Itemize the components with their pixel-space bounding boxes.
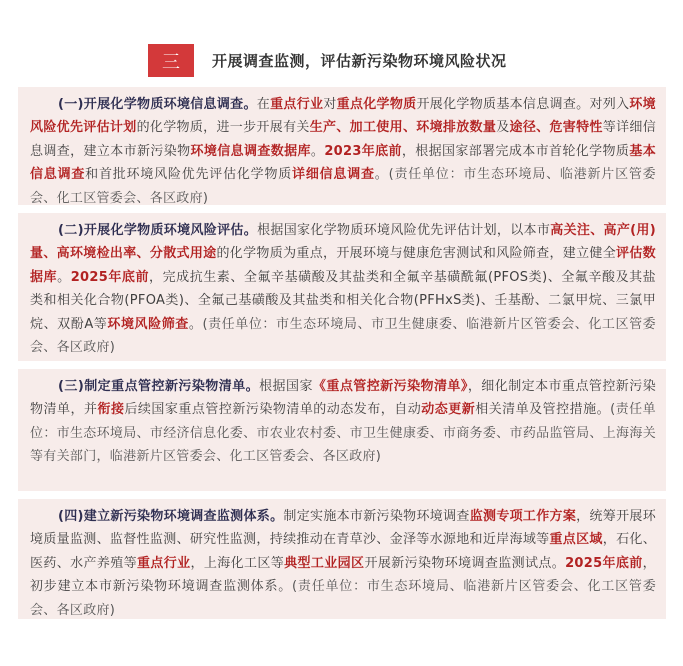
responsible-units: (责任单位：市生态环境局、临港新片区管委会、化工区管委会、各区政府) (30, 579, 657, 618)
text-segment: 的化学物质，进一步开展有关 (136, 120, 310, 136)
text-segment: ，细化制定本市重点管控新污染物清单，并 (30, 379, 657, 418)
highlight-text: 重点区域 (549, 532, 603, 548)
measure-card-3 (18, 369, 666, 491)
text-segment: 。 (374, 167, 389, 183)
text-segment: 的化学物质为重点，开展环境与健康危害测试和风险筛查，建立健全 (216, 246, 617, 262)
section-header (148, 44, 507, 77)
highlight-text: 2025年底前 (70, 269, 150, 285)
text-segment: 制定实施本市新污染物环境调查 (283, 509, 470, 524)
measure-heading: (四)建立新污染物环境调查监测体系。 (58, 509, 284, 524)
highlight-text: 环境信息调查数据库 (190, 143, 311, 159)
highlight-text: 衔接 (97, 402, 125, 418)
text-segment: 开展新污染物环境调查监测试点。 (364, 555, 566, 571)
measure-card-1 (18, 87, 666, 205)
text-segment: ，根据国家部署完成本市首轮化学物质 (401, 143, 630, 159)
text-segment: ，初步建立本市新污染物环境调查监测体系。 (30, 555, 656, 595)
text-segment: ，完成抗生素、全氟辛基磺酸及其盐类和全氟辛基磺酰氟(PFOS类)、全氟辛酸及其盐类和相关化合物(PFOA类)、全氟己基磺酸及其盐类和相关化合物(PFHxS类)、壬基酚、二氯甲烷、三氯甲烷、双酚A等 (30, 269, 656, 332)
highlight-text: 《重点管控新污染物清单》 (312, 379, 468, 394)
text-segment: 。 (188, 316, 203, 332)
highlight-text: 重点化学物质 (336, 97, 417, 112)
text-segment: 在 (256, 97, 271, 112)
text-segment: 相关清单及管控措施。 (475, 402, 611, 418)
highlight-text: 评估数据库 (30, 246, 656, 285)
highlight-text: 途径、危害特性 (509, 120, 603, 136)
responsible-units: (责任单位：市生态环境局、市卫生健康委、临港新片区管委会、化工区管委会、各区政府) (30, 316, 656, 356)
text-segment: 后续国家重点管控新污染物清单的动态发布，自动 (124, 402, 422, 418)
measure-heading: (一)开展化学物质环境信息调查。 (58, 97, 257, 112)
responsible-units: (责任单位：市生态环境局、市经济信息化委、市农业农村委、市卫生健康委、市商务委、市药品监管局、上海海关等有关部门，临港新片区管委会、化工区管委会、各区政府) (30, 402, 656, 465)
highlight-text: 环境风险筛查 (107, 316, 189, 332)
section-number-badge: 三 (148, 44, 194, 77)
highlight-text: 详细信息调查 (292, 167, 375, 183)
measure-paragraph-4 (30, 505, 656, 622)
highlight-text: 2025年底前 (565, 555, 643, 571)
text-segment: ，石化、医药、水产养殖等 (30, 532, 657, 571)
text-segment: 和首批环境风险优先评估化学物质 (85, 167, 293, 183)
text-segment: 根据国家化学物质环境风险优先评估计划，以本市 (257, 223, 551, 238)
highlight-text: 动态更新 (421, 402, 476, 418)
text-segment: ，上海化工区等 (190, 555, 285, 571)
measure-paragraph-2 (30, 219, 656, 359)
highlight-text: 基本信息调查 (30, 143, 656, 183)
highlight-text: 重点行业 (270, 97, 324, 112)
measure-card-4 (18, 499, 666, 619)
highlight-text: 重点行业 (137, 555, 191, 571)
section-title: 开展调查监测，评估新污染物环境风险状况 (212, 52, 507, 70)
highlight-text: 高关注、高产(用)量、高环境检出率、分散式用途 (30, 223, 656, 262)
responsible-units: (责任单位：市生态环境局、临港新片区管委会、化工区管委会、各区政府) (30, 167, 656, 206)
measure-paragraph-3 (30, 375, 656, 469)
measure-heading: (二)开展化学物质环境风险评估。 (58, 223, 258, 238)
highlight-text: 生产、加工使用、环境排放数量 (309, 120, 497, 136)
text-segment: 及 (496, 120, 510, 136)
highlight-text: 2023年底前 (324, 143, 402, 159)
highlight-text: 典型工业园区 (284, 555, 365, 571)
text-segment: 。 (310, 143, 325, 159)
highlight-text: 环境风险优先评估计划 (30, 97, 656, 136)
text-segment: 。 (57, 269, 71, 285)
measure-card-2 (18, 213, 666, 361)
text-segment: 开展化学物质基本信息调查。对列入 (416, 97, 630, 112)
text-segment: 等详细信息调查，建立本市新污染物 (30, 120, 657, 159)
text-segment: 对 (323, 97, 337, 112)
measure-paragraph-1 (30, 93, 656, 210)
measure-heading: (三)制定重点管控新污染物清单。 (58, 379, 260, 394)
highlight-text: 监测专项工作方案 (469, 509, 577, 524)
text-segment: 根据国家 (259, 379, 313, 394)
text-segment: ，统筹开展环境质量监测、监督性监测、研究性监测，持续推动在青草沙、金泽等水源地和近岸海域等 (30, 509, 656, 548)
